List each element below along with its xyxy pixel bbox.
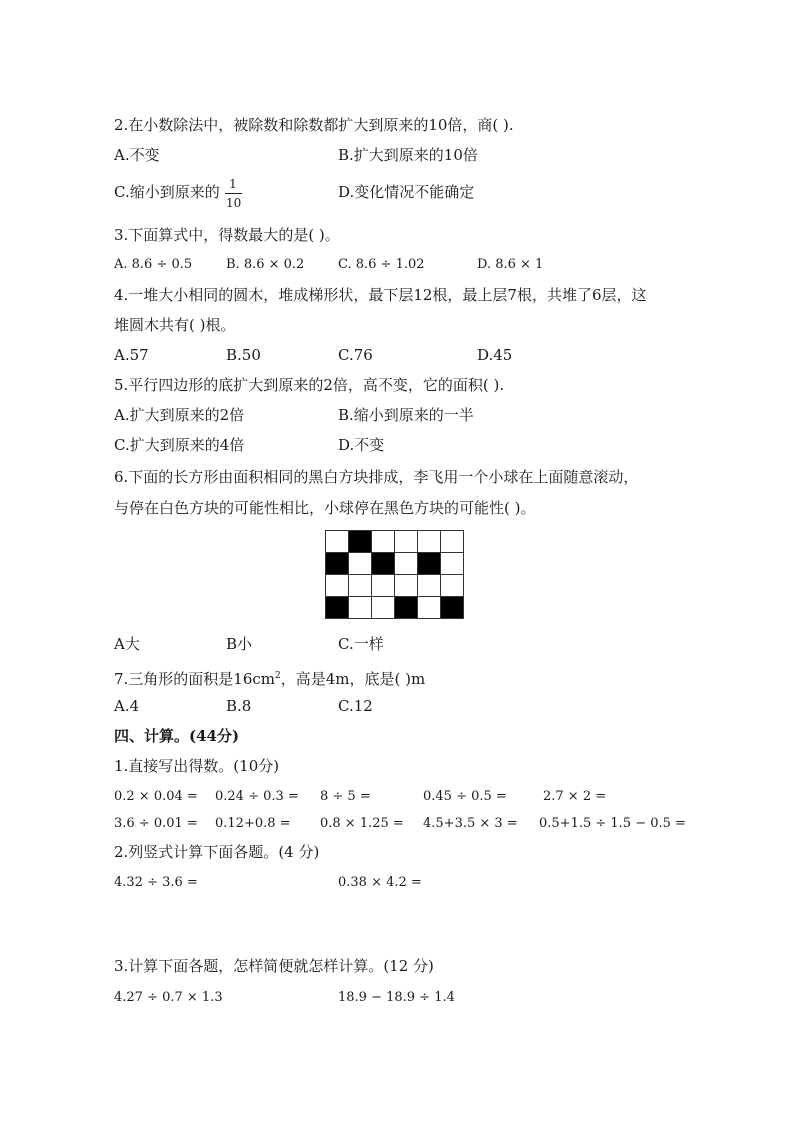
q4-option-b: B.50 (226, 346, 261, 364)
white-square (395, 531, 418, 553)
calc1-row1-item2: 0.24 ÷ 0.3 = (215, 789, 299, 804)
q2-fraction-denominator: 10 (226, 196, 242, 210)
white-square (395, 575, 418, 597)
q3-option-c: C. 8.6 ÷ 1.02 (338, 257, 425, 272)
q5-option-c: C.扩大到原来的4倍 (114, 436, 245, 454)
calc1-row1-item5: 2.7 × 2 = (543, 789, 607, 804)
white-square (441, 553, 464, 575)
section4-title: 四、计算。(44分) (114, 727, 240, 745)
q4-stem-line2: 堆圆木共有( )根。 (114, 316, 236, 334)
q7-superscript: 2 (275, 671, 281, 681)
white-square (395, 553, 418, 575)
q2-fraction-bar (225, 193, 242, 194)
white-square (418, 597, 441, 619)
white-square (349, 575, 372, 597)
q2-option-c: C.缩小到原来的 (114, 183, 220, 201)
calc2-title: 2.列竖式计算下面各题。(4 分) (114, 843, 320, 861)
black-white-grid (325, 530, 464, 619)
q4-option-a: A.57 (114, 346, 149, 364)
calc1-row1-item1: 0.2 × 0.04 = (114, 789, 198, 804)
calc3-title: 3.计算下面各题，怎样简便就怎样计算。(12 分) (114, 957, 434, 975)
q2-option-b: B.扩大到原来的10倍 (338, 146, 478, 164)
white-square (372, 597, 395, 619)
calc1-row2-item1: 3.6 ÷ 0.01 = (114, 816, 198, 831)
q5-stem: 5.平行四边形的底扩大到原来的2倍，高不变，它的面积( ). (114, 376, 505, 394)
white-square (326, 531, 349, 553)
calc1-row1-item3: 8 ÷ 5 = (320, 789, 371, 804)
q7-option-c: C.12 (338, 697, 373, 715)
grid-row (326, 553, 464, 575)
grid-row (326, 575, 464, 597)
q2-option-a: A.不变 (114, 146, 160, 164)
calc3-item1: 4.27 ÷ 0.7 × 1.3 (114, 990, 223, 1005)
q7-option-a: A.4 (114, 697, 140, 715)
calc1-row2-item3: 0.8 × 1.25 = (320, 816, 404, 831)
q4-option-c: C.76 (338, 346, 373, 364)
white-square (372, 531, 395, 553)
white-square (418, 575, 441, 597)
q5-option-a: A.扩大到原来的2倍 (114, 406, 245, 424)
q7-option-b: B.8 (226, 697, 252, 715)
q6-option-a: A大 (114, 635, 140, 653)
calc1-row2-item2: 0.12+0.8 = (215, 816, 291, 831)
q6-option-c: C.一样 (338, 635, 384, 653)
q7-stem (114, 667, 425, 688)
calc1-row2-item4: 4.5+3.5 × 3 = (423, 816, 518, 831)
q5-option-b: B.缩小到原来的一半 (338, 406, 474, 424)
white-square (372, 575, 395, 597)
black-square (395, 597, 418, 619)
q6-stem-line1: 6.下面的长方形由面积相同的黑白方块排成，李飞用一个小球在上面随意滚动， (114, 468, 639, 486)
calc1-row1-item4: 0.45 ÷ 0.5 = (423, 789, 507, 804)
black-square (418, 553, 441, 575)
q6-stem-line2: 与停在白色方块的可能性相比，小球停在黑色方块的可能性( )。 (114, 499, 536, 517)
grid-row (326, 531, 464, 553)
q7-stem-part1: 7.三角形的面积是16cm (114, 670, 276, 688)
white-square (441, 531, 464, 553)
black-square (441, 597, 464, 619)
black-square (372, 553, 395, 575)
white-square (326, 575, 349, 597)
calc2-item1: 4.32 ÷ 3.6 = (114, 875, 198, 890)
white-square (349, 553, 372, 575)
q3-option-d: D. 8.6 × 1 (477, 257, 544, 272)
q3-option-b: B. 8.6 × 0.2 (226, 257, 305, 272)
calc1-title: 1.直接写出得数。(10分) (114, 757, 280, 775)
black-square (349, 531, 372, 553)
black-square (326, 597, 349, 619)
grid-row (326, 597, 464, 619)
q4-stem-line1: 4.一堆大小相同的圆木，堆成梯形状，最下层12根，最上层7根，共堆了6层，这 (114, 286, 647, 304)
calc2-item2: 0.38 × 4.2 = (338, 875, 422, 890)
q6-option-b: B小 (226, 635, 253, 653)
q3-stem: 3.下面算式中，得数最大的是( )。 (114, 226, 340, 244)
q2-fraction-numerator: 1 (229, 177, 237, 191)
q4-option-d: D.45 (477, 346, 513, 364)
white-square (349, 597, 372, 619)
q2-option-d: D.变化情况不能确定 (338, 183, 475, 201)
calc1-row2-item5: 0.5+1.5 ÷ 1.5 − 0.5 = (539, 816, 686, 831)
q2-stem: 2.在小数除法中，被除数和除数都扩大到原来的10倍，商( ). (114, 116, 514, 134)
q5-option-d: D.不变 (338, 436, 385, 454)
black-square (326, 553, 349, 575)
q3-option-a: A. 8.6 ÷ 0.5 (114, 257, 193, 272)
q7-stem-part2: ，高是4m，底是( )m (280, 670, 426, 688)
calc3-item2: 18.9 − 18.9 ÷ 1.4 (338, 990, 455, 1005)
white-square (418, 531, 441, 553)
white-square (441, 575, 464, 597)
